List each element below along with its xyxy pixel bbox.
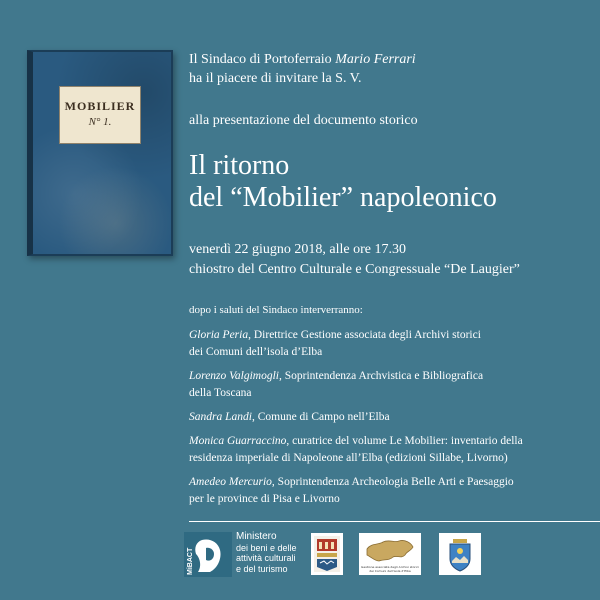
event-details bbox=[189, 240, 520, 280]
event-title bbox=[189, 150, 497, 214]
book-label-title: MOBILIER bbox=[64, 99, 136, 113]
invitation-line-1: Il Sindaco di Portoferraio Mario Ferrari bbox=[189, 52, 416, 67]
speaker-role: , Soprintendenza Archeologia Belle Arti e Paesaggio bbox=[271, 476, 514, 488]
footer-divider bbox=[189, 521, 600, 522]
speaker-role: , curatrice del volume Le Mobilier: inventario della bbox=[286, 435, 523, 447]
event-title-line-2: del “Mobilier” napoleonico bbox=[189, 182, 497, 213]
speaker-name: Gloria Peria bbox=[189, 329, 249, 341]
event-date: venerdì 22 giugno 2018, alle ore 17.30 bbox=[189, 242, 406, 257]
event-title-line-1: Il ritorno bbox=[189, 150, 290, 181]
invitation-line-2: ha il piacere di invitare la S. V. bbox=[189, 71, 362, 86]
book-label bbox=[59, 86, 141, 144]
mibact-logo-icon bbox=[184, 532, 232, 577]
speaker-name: Monica Guarraccino bbox=[189, 435, 287, 447]
speaker-name: Amedeo Mercurio bbox=[189, 476, 272, 488]
speaker-item bbox=[189, 433, 523, 467]
presentation-text: alla presentazione del documento storico bbox=[189, 113, 418, 128]
speakers-intro: dopo i saluti del Sindaco interverranno: bbox=[189, 304, 363, 316]
town-coat-of-arms-icon bbox=[439, 533, 481, 575]
speaker-role: , Comune di Campo nell’Elba bbox=[251, 411, 390, 423]
speaker-role-continued: dei Comuni dell’isola d’Elba bbox=[189, 346, 323, 358]
speaker-role-continued: residenza imperiale di Napoleone all’Elba (edizioni Sillabe, Livorno) bbox=[189, 452, 508, 464]
speaker-role-continued: per le province di Pisa e Livorno bbox=[189, 493, 340, 505]
event-venue: chiostro del Centro Culturale e Congressuale “De Laugier” bbox=[189, 262, 520, 277]
speaker-role: , Soprintendenza Archvistica e Bibliografica bbox=[278, 370, 484, 382]
invitation-header bbox=[189, 50, 416, 88]
municipal-crest-logo-icon bbox=[311, 533, 343, 575]
mayor-name: Mario Ferrari bbox=[335, 52, 416, 67]
speaker-item bbox=[189, 327, 481, 361]
speaker-item bbox=[189, 409, 390, 426]
book-photo bbox=[27, 50, 173, 256]
archive-map-logo-icon bbox=[359, 533, 421, 575]
ministry-name: Ministero dei beni e delle attività culturali e del turismo bbox=[236, 531, 297, 574]
speaker-item bbox=[189, 474, 514, 508]
speaker-role-continued: della Toscana bbox=[189, 387, 252, 399]
book-label-number: N° 1. bbox=[88, 116, 112, 128]
mibact-logo-text: MiBACT bbox=[187, 547, 194, 575]
archive-logo-caption: Gestione associata degli Archivi storici dei Comuni dell’isola d’Elba bbox=[361, 565, 419, 573]
speaker-name: Sandra Landi bbox=[189, 411, 252, 423]
speaker-name: Lorenzo Valgimogli bbox=[189, 370, 279, 382]
speaker-item bbox=[189, 368, 483, 402]
speaker-role: , Direttrice Gestione associata degli Archivi storici bbox=[248, 329, 481, 341]
